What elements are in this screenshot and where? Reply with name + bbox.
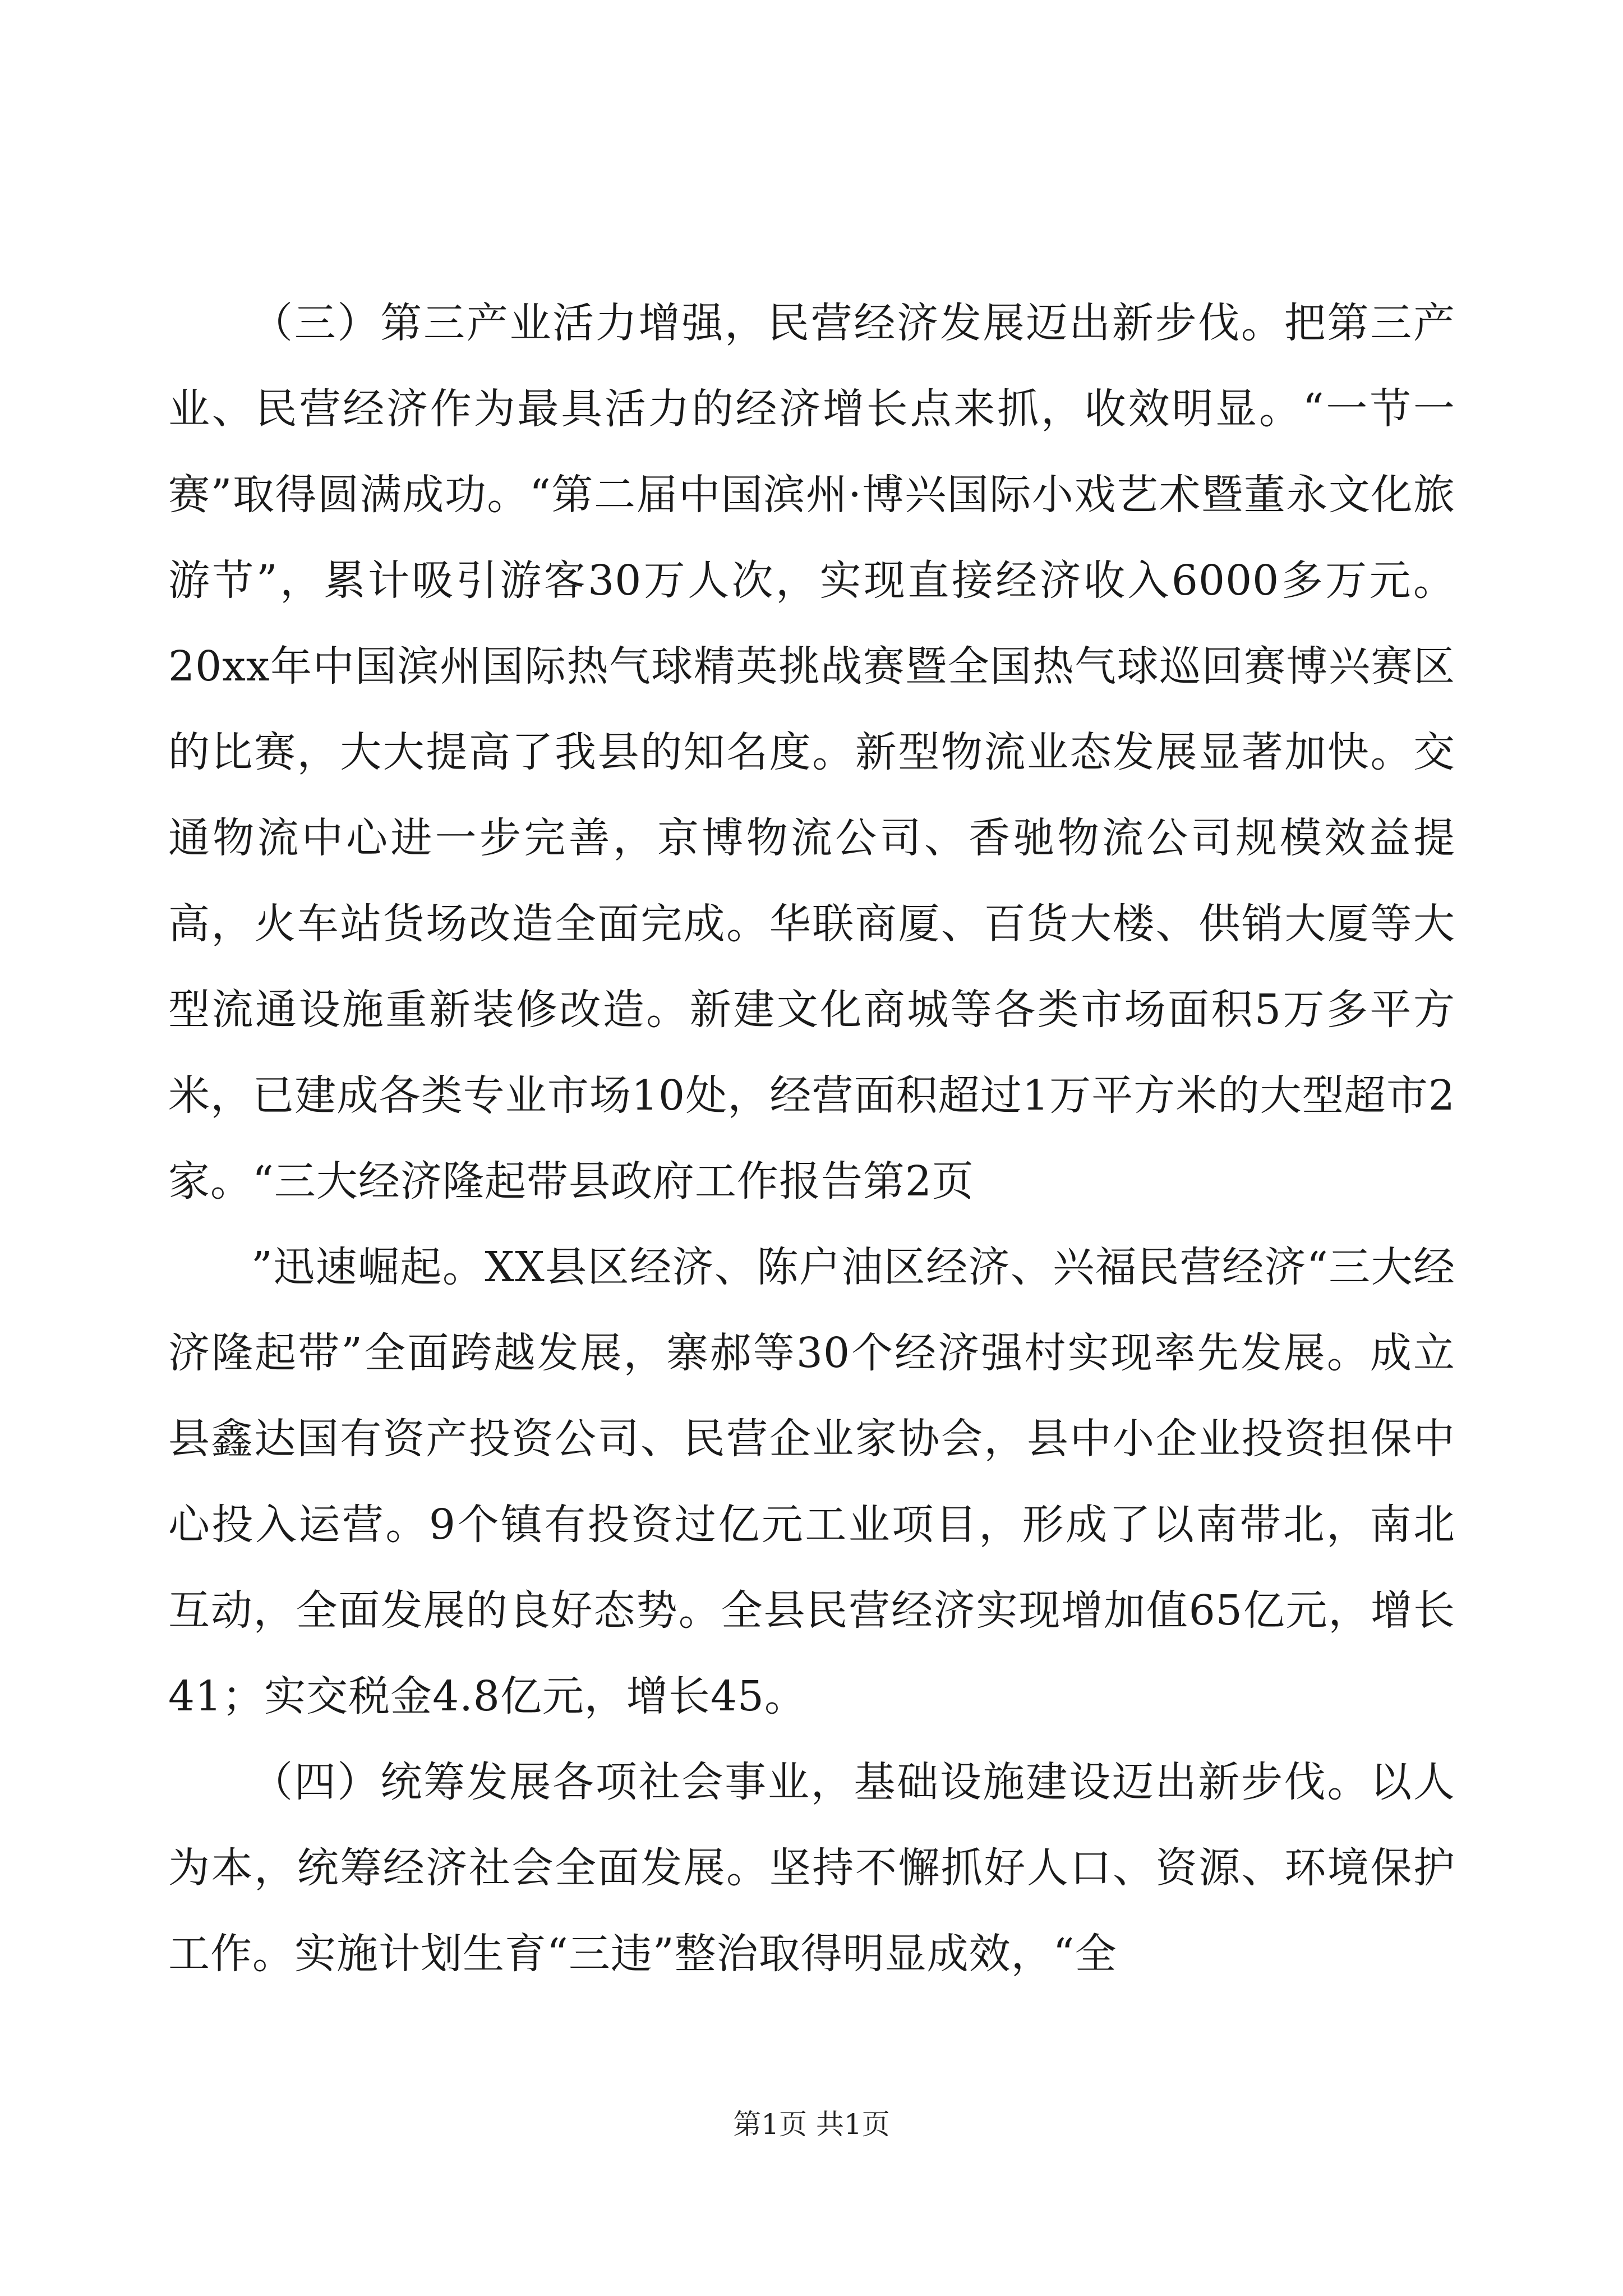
page-footer: 第1页 共1页 (733, 2108, 890, 2141)
paragraph-tertiary-industry: （三）第三产业活力增强，民营经济发展迈出新步伐。把第三产业、民营经济作为最具活力的经济增长点来抓，收效明显。“一节一赛”取得圆满成功。“第二届中国滨州·博兴国际小戏艺术暨董永文化旅游节”，累计吸引游客30万人次，实现直接经济收入6000多万元。20xx年中国滨州国际热气球精英挑战赛暨全国热气球巡回赛博兴赛区的比赛，大大提高了我县的知名度。新型物流业态发展显著加快。交通物流中心进一步完善，京博物流公司、香驰物流公司规模效益提高，火车站货场改造全面完成。华联商厦、百货大楼、供销大厦等大型流通设施重新装修改造。新建文化商城等各类市场面积5万多平方米，已建成各类专业市场10处，经营面积超过1万平方米的大型超市2家。“三大经济隆起带县政府工作报告第2页 (168, 299, 1455, 1205)
paragraph-social-undertakings: （四）统筹发展各项社会事业，基础设施建设迈出新步伐。以人为本，统筹经济社会全面发展。坚持不懈抓好人口、资源、环境保护工作。实施计划生育“三违”整治取得明显成效，“全 (168, 1758, 1455, 1978)
paragraph-economic-belts: ”迅速崛起。XX县区经济、陈户油区经济、兴福民营经济“三大经济隆起带”全面跨越发展，寨郝等30个经济强村实现率先发展。成立县鑫达国有资产投资公司、民营企业家协会，县中小企业投资担保中心投入运营。9个镇有投资过亿元工业项目，形成了以南带北，南北互动，全面发展的良好态势。全县民营经济实现增加值65亿元，增长41；实交税金4.8亿元，增长45。 (168, 1243, 1455, 1720)
document-body (168, 280, 1455, 1997)
